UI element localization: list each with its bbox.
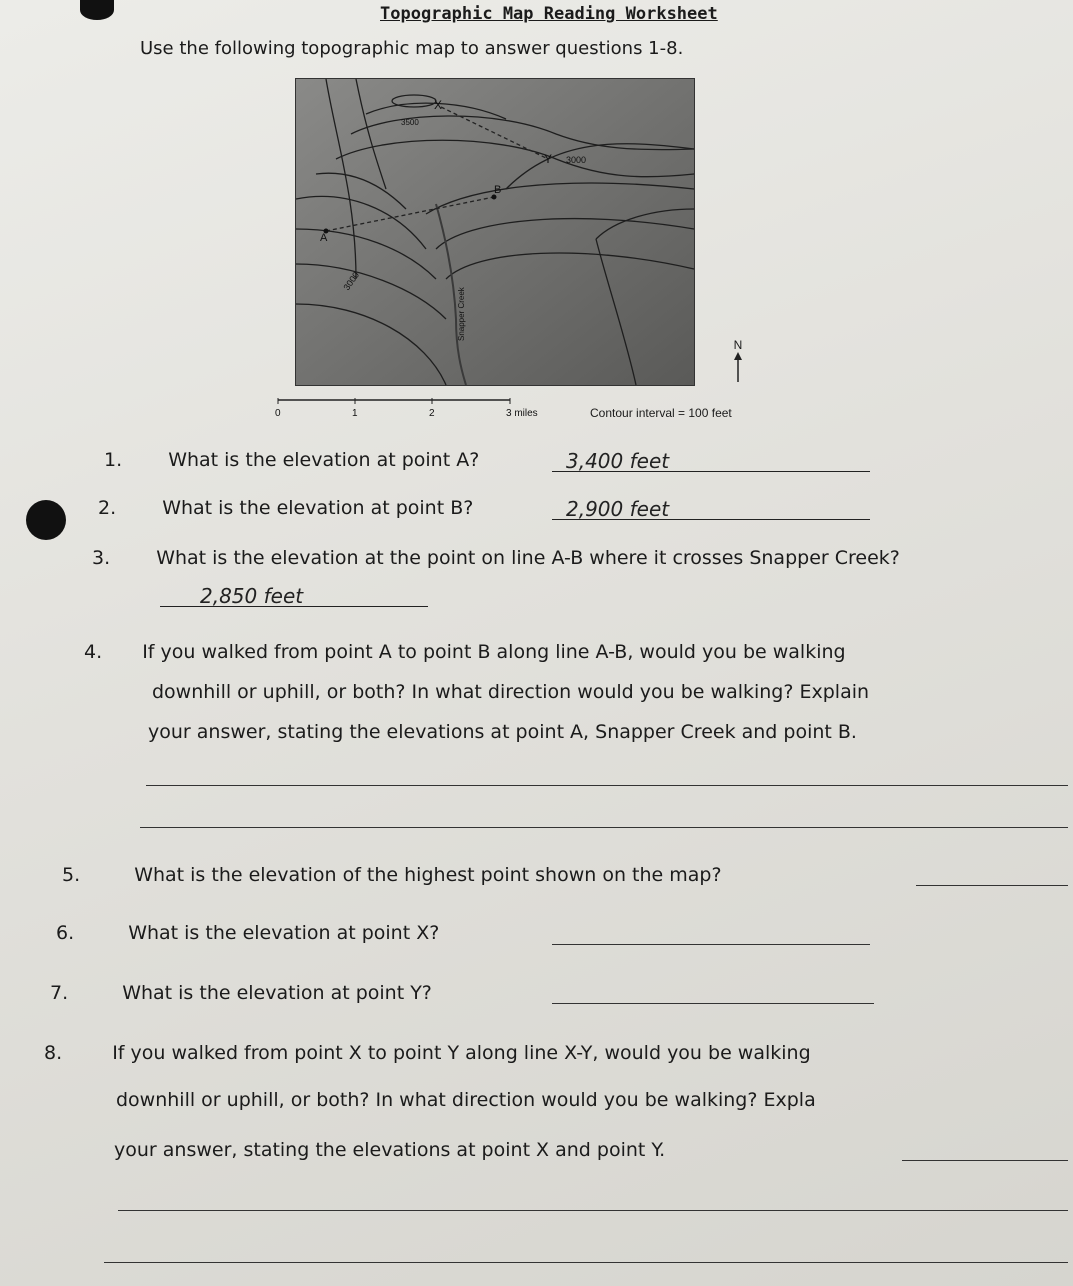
label-elev-3000-right: 3000 <box>566 155 587 165</box>
question-number: 4. <box>84 641 103 663</box>
label-snapper-creek: Snapper Creek <box>457 287 466 341</box>
answer-line-4b[interactable] <box>140 827 1068 828</box>
question-4-line-2: downhill or uphill, or both? In what direction would you be walking? Explain <box>152 681 870 703</box>
label-y: Y <box>544 152 553 166</box>
question-text: What is the elevation at point Y? <box>122 982 432 1004</box>
question-number: 8. <box>44 1042 63 1064</box>
question-4-line-1 <box>84 641 846 663</box>
label-x: X <box>434 98 443 112</box>
handwritten-answer: 3,400 feet <box>566 449 670 473</box>
answer-line-5[interactable] <box>916 885 1068 886</box>
worksheet-instructions: Use the following topographic map to answer questions 1-8. <box>140 38 684 59</box>
answer-line-8b[interactable] <box>118 1210 1068 1211</box>
question-text: What is the elevation at point X? <box>128 922 440 944</box>
topographic-map <box>295 78 695 386</box>
question-2 <box>98 497 473 519</box>
question-1 <box>104 449 479 471</box>
handwritten-answer: 2,850 feet <box>200 584 304 608</box>
north-label: N <box>733 338 743 352</box>
question-number: 3. <box>92 547 111 569</box>
question-number: 2. <box>98 497 117 519</box>
north-arrow <box>728 338 748 384</box>
label-elev-3500: 3500 <box>401 118 419 127</box>
question-8-line-3: your answer, stating the elevations at point X and point Y. <box>114 1139 666 1161</box>
arrow-up-icon <box>728 352 748 384</box>
worksheet-title: Topographic Map Reading Worksheet <box>380 4 718 24</box>
answer-line-8c[interactable] <box>104 1262 1068 1263</box>
question-number: 7. <box>50 982 69 1004</box>
question-number: 1. <box>104 449 123 471</box>
question-8-line-1 <box>44 1042 811 1064</box>
scale-tick-0: 0 <box>275 408 281 419</box>
question-text: If you walked from point X to point Y along line X-Y, would you be walking <box>112 1042 811 1064</box>
question-text: What is the elevation of the highest point shown on the map? <box>134 864 722 886</box>
question-7 <box>50 982 432 1004</box>
question-6 <box>56 922 439 944</box>
question-5 <box>62 864 722 886</box>
answer-line-8a[interactable] <box>902 1160 1068 1161</box>
question-number: 6. <box>56 922 75 944</box>
answer-field-2[interactable] <box>552 497 870 520</box>
contour-interval-label: Contour interval = 100 feet <box>590 406 732 420</box>
punch-hole-top <box>80 0 114 20</box>
label-elev-3000-left: 3000 <box>341 270 362 293</box>
question-4-line-3: your answer, stating the elevations at point A, Snapper Creek and point B. <box>148 721 857 743</box>
question-text: What is the elevation at point B? <box>162 497 474 519</box>
handwritten-answer: 2,900 feet <box>566 497 670 521</box>
answer-field-1[interactable] <box>552 449 870 472</box>
answer-line-4a[interactable] <box>146 785 1068 786</box>
answer-line-6[interactable] <box>552 944 870 945</box>
answer-field-3[interactable] <box>160 584 428 607</box>
question-8-line-2: downhill or uphill, or both? In what direction would you be walking? Expla <box>116 1089 816 1111</box>
scale-tick-1: 1 <box>352 408 358 419</box>
question-number: 5. <box>62 864 81 886</box>
label-b: B <box>494 184 502 196</box>
scale-tick-3: 3 miles <box>506 408 538 419</box>
label-a: A <box>320 232 328 244</box>
scale-tick-2: 2 <box>429 408 435 419</box>
scale-bar <box>270 396 538 422</box>
punch-hole-middle <box>26 500 66 540</box>
question-text: What is the elevation at the point on line A-B where it crosses Snapper Creek? <box>156 547 900 569</box>
question-text: If you walked from point A to point B along line A-B, would you be walking <box>142 641 846 663</box>
question-3 <box>92 547 900 569</box>
answer-line-7[interactable] <box>552 1003 874 1004</box>
question-text: What is the elevation at point A? <box>168 449 480 471</box>
